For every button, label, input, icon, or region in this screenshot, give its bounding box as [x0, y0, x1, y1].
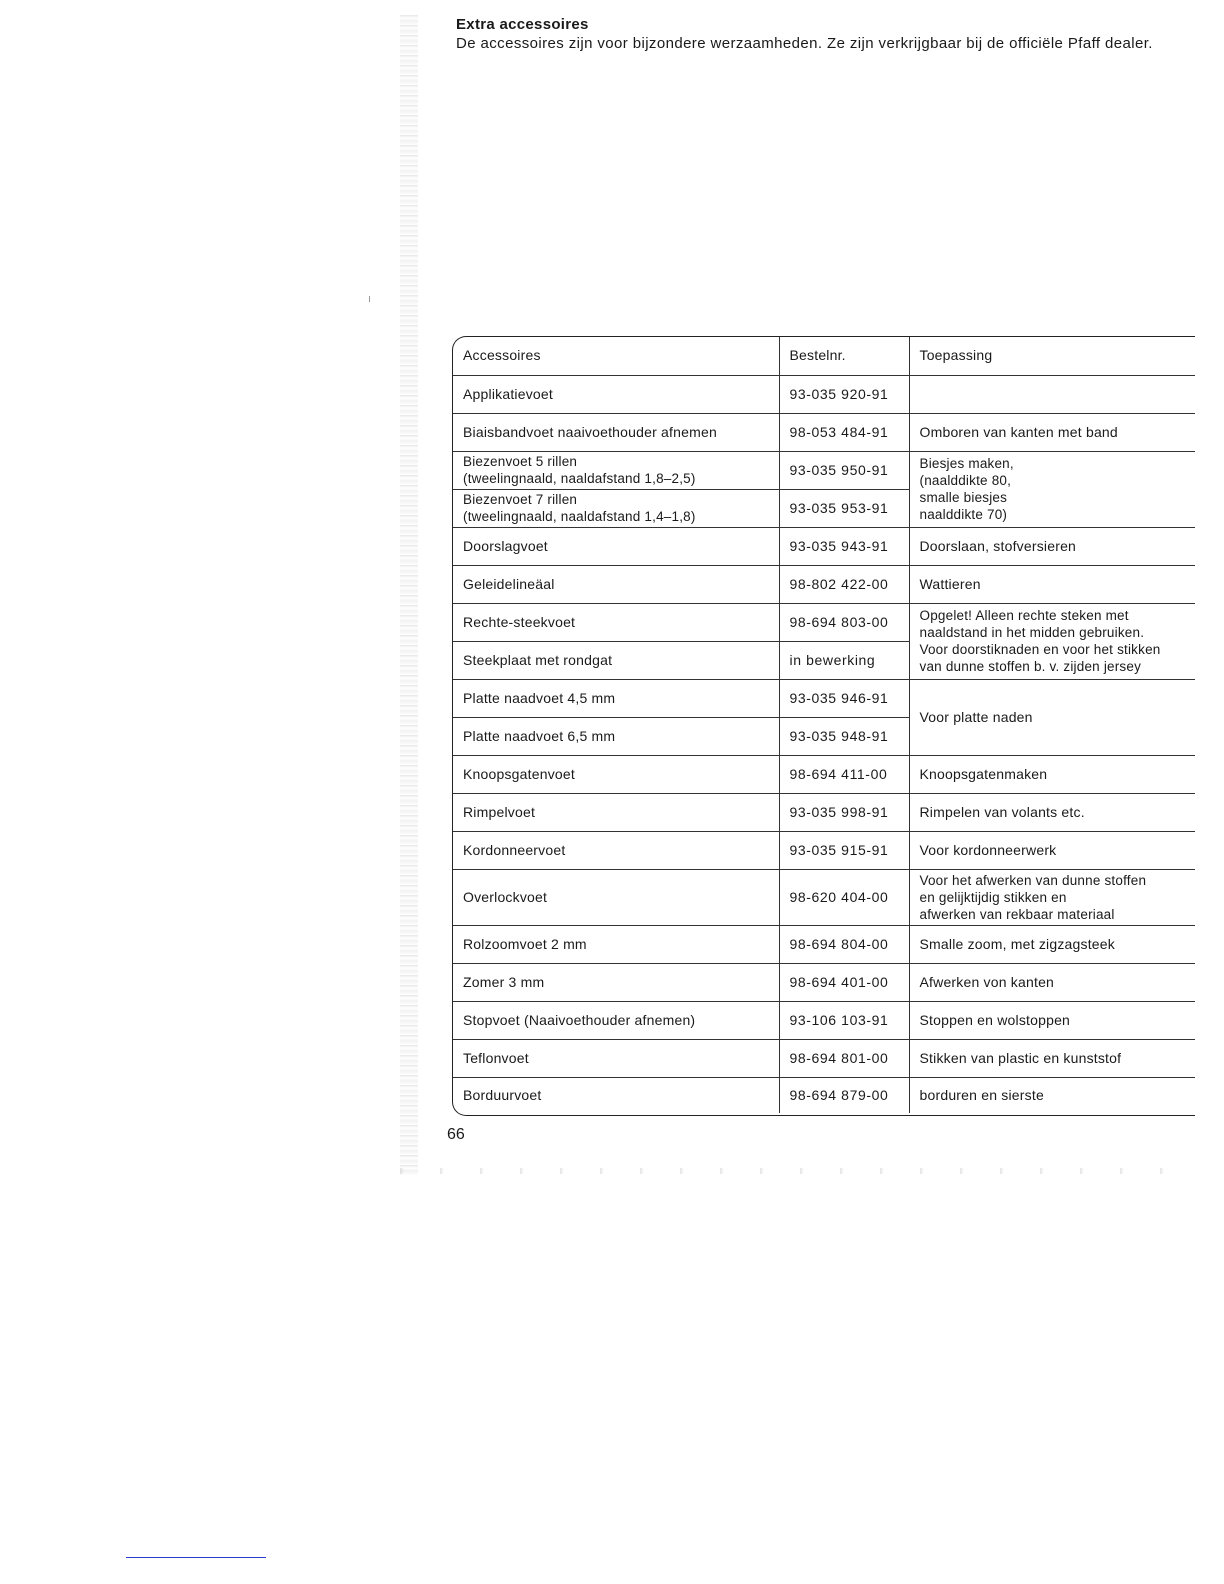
table-row — [453, 869, 1195, 925]
usage-text: Knoopsgatenmaken — [909, 755, 1195, 793]
order-number: 93-035 948-91 — [779, 717, 909, 755]
table-row — [453, 679, 1195, 717]
table-row — [453, 963, 1195, 1001]
header-bestelnr: Bestelnr. — [779, 337, 909, 375]
accessories-table-frame — [452, 336, 1195, 1116]
table-row — [453, 413, 1195, 451]
order-number: 98-620 404-00 — [779, 869, 909, 925]
accessory-name: Overlockvoet — [453, 869, 779, 925]
accessory-name: Rolzoomvoet 2 mm — [453, 925, 779, 963]
scan-bottom-edge — [400, 1168, 1200, 1174]
order-number: 98-053 484-91 — [779, 413, 909, 451]
table-row — [453, 375, 1195, 413]
accessory-name: Platte naadvoet 6,5 mm — [453, 717, 779, 755]
order-number: 98-694 804-00 — [779, 925, 909, 963]
accessory-name: Steekplaat met rondgat — [453, 641, 779, 679]
accessories-table — [453, 337, 1195, 1113]
accessory-name: Platte naadvoet 4,5 mm — [453, 679, 779, 717]
table-row — [453, 451, 1195, 489]
accessory-name: Teflonvoet — [453, 1039, 779, 1077]
usage-text: borduren en sierste — [909, 1077, 1195, 1113]
table-row — [453, 831, 1195, 869]
order-number: 93-106 103-91 — [779, 1001, 909, 1039]
usage-text: Biesjes maken, (naalddikte 80, smalle biesjes naalddikte 70) — [909, 451, 1195, 527]
accessory-name: Zomer 3 mm — [453, 963, 779, 1001]
accessory-name: Borduurvoet — [463, 1086, 542, 1103]
order-number: 93-035 915-91 — [779, 831, 909, 869]
order-number: 98-694 401-00 — [779, 963, 909, 1001]
accessory-name: Biezenvoet 5 rillen (tweelingnaald, naaldafstand 1,8–2,5) — [453, 451, 779, 489]
accessory-name: Stopvoet (Naaivoethouder afnemen) — [453, 1001, 779, 1039]
usage-text: Stikken van plastic en kunststof — [909, 1039, 1195, 1077]
table-row — [453, 565, 1195, 603]
accessory-name: Rimpelvoet — [453, 793, 779, 831]
order-number: 93-035 953-91 — [779, 489, 909, 527]
order-number: 98-694 411-00 — [779, 755, 909, 793]
order-number: 98-694 879-00 — [779, 1077, 909, 1113]
header-accessoires: Accessoires — [453, 337, 779, 375]
accessory-name: Applikatievoet — [453, 375, 779, 413]
order-number: 93-035 920-91 — [779, 375, 909, 413]
usage-text — [909, 375, 1195, 413]
order-number: 98-694 803-00 — [779, 603, 909, 641]
order-number: 93-035 950-91 — [779, 451, 909, 489]
order-number: 93-035 943-91 — [779, 527, 909, 565]
usage-text: Smalle zoom, met zigzagsteek — [909, 925, 1195, 963]
usage-text: Doorslaan, stofversieren — [909, 527, 1195, 565]
table-row — [453, 793, 1195, 831]
order-number: 98-694 801-00 — [779, 1039, 909, 1077]
table-header-row — [453, 337, 1195, 375]
header-toepassing: Toepassing — [909, 337, 1195, 375]
intro-section — [456, 16, 1186, 53]
order-number: 93-035 998-91 — [779, 793, 909, 831]
table-row — [453, 755, 1195, 793]
accessory-name: Kordonneervoet — [453, 831, 779, 869]
usage-text: Afwerken von kanten — [909, 963, 1195, 1001]
scan-edge-shadow — [400, 15, 418, 1175]
page-number: 66 — [447, 1126, 465, 1143]
accessory-name: Rechte-steekvoet — [453, 603, 779, 641]
usage-text: Omboren van kanten met band — [909, 413, 1195, 451]
accessory-name: Doorslagvoet — [453, 527, 779, 565]
scan-speck — [369, 296, 370, 302]
table-row — [453, 527, 1195, 565]
table-row — [453, 603, 1195, 641]
intro-paragraph: De accessoires zijn voor bijzondere werzaamheden. Ze zijn verkrijgbaar bij de officiële Pfaff dealer. — [456, 35, 1153, 52]
table-row — [453, 1039, 1195, 1077]
usage-text: Opgelet! Alleen rechte steken met naaldstand in het midden gebruiken. Voor doorstiknaden en voor het stikken van dunne stoffen b. v. zijden jersey — [909, 603, 1195, 679]
order-number: 98-802 422-00 — [779, 565, 909, 603]
table-row — [453, 1001, 1195, 1039]
usage-text: Voor het afwerken van dunne stoffen en gelijktijdig stikken en afwerken van rekbaar materiaal — [909, 869, 1195, 925]
usage-text: Voor kordonneerwerk — [909, 831, 1195, 869]
accessory-name: Knoopsgatenvoet — [453, 755, 779, 793]
order-number: 93-035 946-91 — [779, 679, 909, 717]
accessory-name: Biaisbandvoet naaivoethouder afnemen — [453, 413, 779, 451]
table-row — [453, 1077, 1195, 1113]
accessory-name: Geleidelineäal — [453, 565, 779, 603]
usage-text: Wattieren — [909, 565, 1195, 603]
usage-text: Stoppen en wolstoppen — [909, 1001, 1195, 1039]
table-row — [453, 925, 1195, 963]
usage-text: Rimpelen van volants etc. — [909, 793, 1195, 831]
usage-text: Voor platte naden — [909, 679, 1195, 755]
section-heading: Extra accessoires — [456, 16, 589, 33]
order-number: in bewerking — [779, 641, 909, 679]
footer-rule — [126, 1557, 266, 1558]
accessory-name: Biezenvoet 7 rillen (tweelingnaald, naaldafstand 1,4–1,8) — [453, 489, 779, 527]
